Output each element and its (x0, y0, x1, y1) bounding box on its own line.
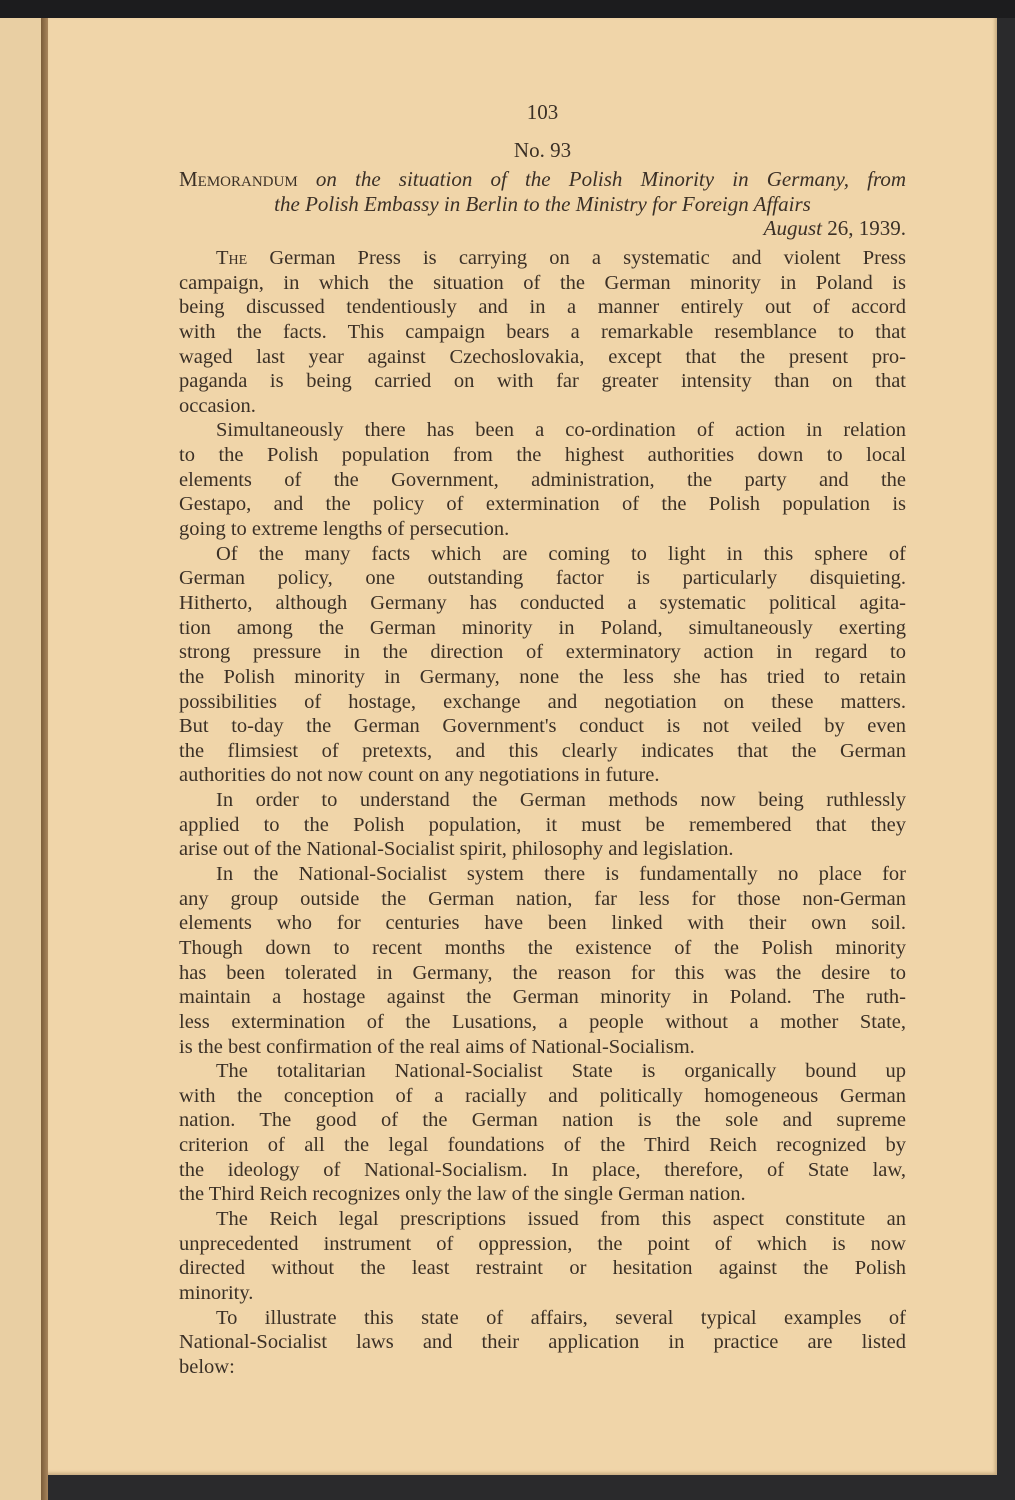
line-text: tion among the German minority in Poland, simultaneously exerting (179, 616, 906, 639)
line-text: minority. (179, 1281, 254, 1304)
text-line (179, 369, 906, 394)
text-line (179, 1182, 906, 1207)
text-line (179, 517, 906, 542)
line-text: arise out of the National-Socialist spirit, philosophy and legislation. (179, 838, 734, 861)
text-line (179, 1330, 906, 1355)
text-line (179, 961, 906, 986)
line-text: The Reich legal prescriptions issued from this aspect constitute an (216, 1207, 906, 1230)
line-text: In order to understand the German methods now being ruthlessly (216, 789, 906, 812)
line-text: possibilities of hostage, exchange and negotiation on these matters. (179, 690, 906, 713)
text-line (179, 1084, 906, 1109)
document-page (48, 18, 997, 1475)
line-text: elements of the Government, administration, the party and the (179, 468, 906, 491)
line-text: being discussed tendentiously and in a manner entirely out of accord (179, 296, 906, 319)
text-line (179, 763, 906, 788)
text-line (179, 1281, 906, 1306)
text-line (179, 468, 906, 493)
line-text: any group outside the German nation, far less for those non-German (179, 887, 906, 910)
book-binding-gutter (41, 18, 48, 1500)
paragraph (179, 862, 906, 1059)
line-text: below: (179, 1355, 235, 1378)
line-text: Of the many facts which are coming to light in this sphere of (216, 542, 906, 565)
page-number: 103 (526, 100, 559, 124)
paragraph (179, 1207, 906, 1306)
date-rest: 26, 1939. (827, 216, 906, 240)
facing-page-edge (0, 18, 41, 1500)
line-text: In the National-Socialist system there is fundamentally no place for (216, 863, 906, 886)
text-line (179, 616, 906, 641)
line-text: the Polish minority in Germany, none the less she has tried to retain (179, 665, 906, 688)
heading-line-1 (179, 167, 906, 192)
line-text: German policy, one outstanding factor is particularly disquieting. (179, 567, 906, 590)
text-line (179, 394, 906, 419)
text-line (179, 1232, 906, 1257)
line-text: the Third Reich recognizes only the law of the single German nation. (179, 1183, 746, 1206)
line-text: to the Polish population from the highest authorities down to local (179, 444, 906, 467)
line-text: nation. The good of the German nation is the sole and supreme (179, 1109, 906, 1132)
line-text: going to extreme lengths of persecution. (179, 518, 510, 541)
paragraph (179, 788, 906, 862)
text-line (179, 936, 906, 961)
text-line (179, 862, 906, 887)
line-text: maintain a hostage against the German minority in Poland. The ruth- (179, 986, 906, 1009)
paragraph (179, 1306, 906, 1380)
text-line (179, 542, 906, 567)
text-line (179, 1059, 906, 1084)
text-line (179, 320, 906, 345)
line-text: with the facts. This campaign bears a remarkable resemblance to that (179, 320, 906, 343)
text-line (179, 418, 906, 443)
line-text: Simultaneously there has been a co-ordination of action in relation (216, 419, 906, 442)
text-line (179, 739, 906, 764)
document-number: No. 93 (513, 138, 572, 162)
text-line (179, 813, 906, 838)
text-line (179, 566, 906, 591)
text-line (179, 1256, 906, 1281)
text-line (179, 837, 906, 862)
text-line (179, 640, 906, 665)
line-text: unprecedented instrument of oppression, the point of which is now (179, 1232, 906, 1255)
line-text: campaign, in which the situation of the German minority in Poland is (179, 271, 906, 294)
text-line (179, 295, 906, 320)
text-line (179, 443, 906, 468)
heading-date (179, 216, 906, 241)
scan-top-border (0, 0, 1015, 18)
heading-lead: Memorandum (179, 167, 298, 191)
document-body (179, 246, 906, 1379)
line-text: criterion of all the legal foundations of the Third Reich recognized by (179, 1134, 906, 1157)
line-text: To illustrate this state of affairs, several typical examples of (216, 1306, 906, 1329)
text-line (179, 887, 906, 912)
line-text: occasion. (179, 394, 256, 417)
text-line (179, 665, 906, 690)
text-line (179, 1108, 906, 1133)
paragraph (179, 246, 906, 418)
text-line (179, 690, 906, 715)
paragraph (179, 542, 906, 788)
first-word: The (216, 247, 248, 269)
heading-text-1: on the situation of the Polish Minority in Germany, from (315, 167, 906, 191)
text-line (179, 1133, 906, 1158)
text-line (179, 788, 906, 813)
text-line (179, 911, 906, 936)
line-text: But to-day the German Government's conduct is not veiled by even (179, 715, 906, 738)
line-text: paganda is being carried on with far greater intensity than on that (179, 370, 906, 393)
text-line (179, 1158, 906, 1183)
text-line (179, 1035, 906, 1060)
line-text: authorities do not now count on any negotiations in future. (179, 764, 660, 787)
paragraph (179, 1059, 906, 1207)
line-text: is the best confirmation of the real aims of National-Socialism. (179, 1035, 695, 1058)
text-line (179, 345, 906, 370)
line-text: applied to the Polish population, it must be remembered that they (179, 813, 906, 836)
line-text: National-Socialist laws and their application in practice are listed (179, 1331, 906, 1354)
line-text: has been tolerated in Germany, the reason for this was the desire to (179, 961, 906, 984)
text-line (179, 271, 906, 296)
text-line (179, 492, 906, 517)
text-line (179, 714, 906, 739)
line-text: elements who for centuries have been linked with their own soil. (179, 912, 906, 935)
line-text: directed without the least restraint or hesitation against the Polish (179, 1257, 906, 1280)
line-text: Though down to recent months the existence of the Polish minority (179, 936, 906, 959)
heading-line-2: the Polish Embassy in Berlin to the Ministry for Foreign Affairs (274, 191, 811, 216)
text-line (179, 591, 906, 616)
line-text: waged last year against Czechoslovakia, except that the present pro- (179, 345, 906, 368)
line-text: the ideology of National-Socialism. In place, therefore, of State law, (179, 1158, 906, 1181)
date-month: August (763, 216, 822, 240)
line-text: Hitherto, although Germany has conducted a systematic political agita- (179, 591, 906, 614)
line-text: The totalitarian National-Socialist State is organically bound up (216, 1060, 906, 1083)
line-text: with the conception of a racially and politically homogeneous German (179, 1084, 906, 1107)
text-line (179, 1355, 906, 1380)
line-text: German Press is carrying on a systematic and violent Press (269, 247, 907, 269)
text-line (179, 1207, 906, 1232)
document-heading (179, 167, 906, 241)
line-text: Gestapo, and the policy of extermination of the Polish population is (179, 493, 906, 516)
text-line (179, 985, 906, 1010)
line-text: less extermination of the Lusations, a people without a mother State, (179, 1010, 906, 1033)
text-line (179, 1306, 906, 1331)
text-line (179, 246, 906, 271)
line-text: the flimsiest of pretexts, and this clearly indicates that the German (179, 739, 906, 762)
paragraph (179, 418, 906, 541)
line-text: strong pressure in the direction of exterminatory action in regard to (179, 641, 906, 664)
text-line (179, 1010, 906, 1035)
